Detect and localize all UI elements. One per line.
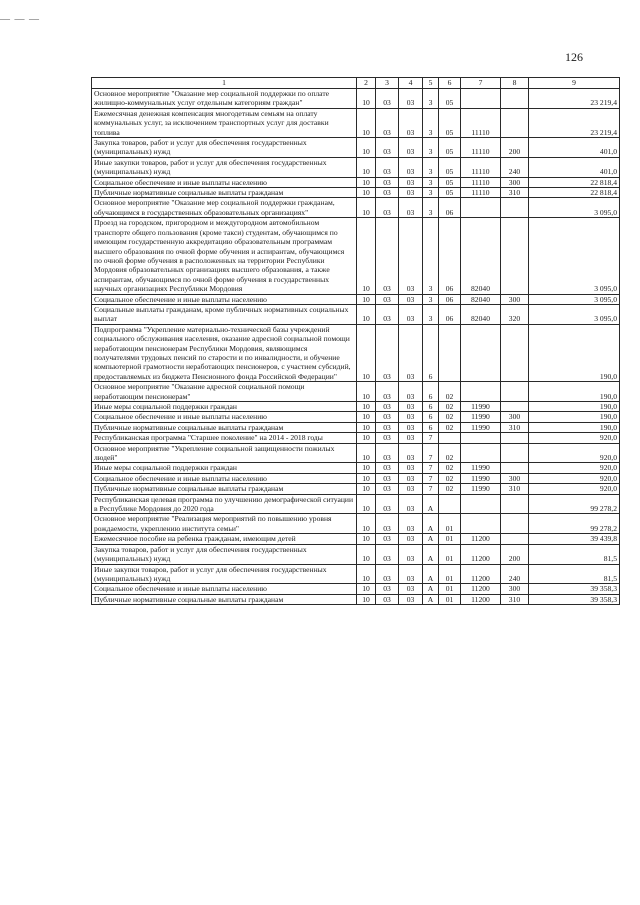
code-cell: 7 (423, 473, 439, 483)
code-cell: 240 (501, 157, 529, 177)
code-cell (439, 494, 461, 514)
code-cell: 03 (376, 157, 399, 177)
code-cell: 11200 (461, 544, 501, 564)
code-cell: 10 (357, 544, 376, 564)
code-cell: 82040 (461, 294, 501, 304)
code-cell: 05 (439, 89, 461, 109)
column-header: 9 (529, 78, 620, 89)
column-header: 8 (501, 78, 529, 89)
code-cell: 03 (376, 412, 399, 422)
amount-cell: 920,0 (529, 443, 620, 463)
code-cell: 01 (439, 564, 461, 584)
table-header-row (92, 78, 620, 89)
amount-cell: 190,0 (529, 422, 620, 432)
row-name-cell: Социальное обеспечение и иные выплаты населению (92, 294, 357, 304)
code-cell: 7 (423, 443, 439, 463)
code-cell (461, 198, 501, 218)
code-cell (461, 433, 501, 443)
column-header: 1 (92, 78, 357, 89)
code-cell: А (423, 564, 439, 584)
code-cell: 03 (376, 218, 399, 294)
code-cell: 7 (423, 433, 439, 443)
code-cell: 03 (376, 484, 399, 494)
code-cell: 01 (439, 584, 461, 594)
code-cell: 10 (357, 514, 376, 534)
code-cell: 02 (439, 484, 461, 494)
table-row (92, 198, 620, 218)
code-cell: 03 (376, 463, 399, 473)
code-cell: 3 (423, 138, 439, 158)
code-cell: 10 (357, 494, 376, 514)
code-cell: 3 (423, 198, 439, 218)
code-cell: 01 (439, 544, 461, 564)
table-row (92, 294, 620, 304)
code-cell: 03 (399, 463, 423, 473)
code-cell: 3 (423, 188, 439, 198)
code-cell: 03 (399, 433, 423, 443)
code-cell: 310 (501, 484, 529, 494)
amount-cell: 190,0 (529, 382, 620, 402)
code-cell: 03 (376, 108, 399, 137)
code-cell: 02 (439, 402, 461, 412)
code-cell: 05 (439, 188, 461, 198)
code-cell (461, 514, 501, 534)
code-cell: 10 (357, 382, 376, 402)
code-cell: 10 (357, 108, 376, 137)
code-cell: 03 (399, 198, 423, 218)
amount-cell: 39 358,3 (529, 584, 620, 594)
row-name-cell: Республиканская программа "Старшее поколение" на 2014 - 2018 годы (92, 433, 357, 443)
amount-cell: 22 818,4 (529, 177, 620, 187)
code-cell: 310 (501, 594, 529, 604)
code-cell: 300 (501, 412, 529, 422)
code-cell: А (423, 544, 439, 564)
code-cell: 02 (439, 443, 461, 463)
code-cell: 03 (376, 514, 399, 534)
row-name-cell: Подпрограмма "Укрепление материально-технической базы учреждений социального обслуживания населения, оказание адресной социальной помощи неработающим пенсионерам Республики Мордовия, являющимся получателями трудовых пенсий по старости и по инвалидности, и обучение компьютерной грамотности неработающих пенсионеров, с участием субсидий, предоставляемых из бюджета Пенсионного фонда Российской Федерации" (92, 324, 357, 381)
code-cell: 03 (376, 188, 399, 198)
code-cell: 200 (501, 544, 529, 564)
code-cell: 03 (399, 514, 423, 534)
code-cell: 03 (399, 443, 423, 463)
code-cell: 03 (399, 218, 423, 294)
code-cell: А (423, 584, 439, 594)
code-cell: 06 (439, 304, 461, 324)
row-name-cell: Социальное обеспечение и иные выплаты населению (92, 473, 357, 483)
code-cell: 3 (423, 157, 439, 177)
row-name-cell: Ежемесячное пособие на ребенка гражданам, имеющим детей (92, 534, 357, 544)
code-cell: 03 (399, 294, 423, 304)
code-cell: 300 (501, 584, 529, 594)
code-cell: 03 (376, 584, 399, 594)
code-cell: 02 (439, 422, 461, 432)
code-cell: А (423, 594, 439, 604)
code-cell: 03 (376, 443, 399, 463)
row-name-cell: Проезд на городском, пригородном и междугородном автомобильном транспорте общего пользования (кроме такси) студентам, обучающимся по имеющим государственную аккредитацию образовательным программам высшего образования по очной форме обучения и аспирантам, обучающимся по очной форме обучения в расположенных на территории Республики Мордовия образовательных организациях высшего образования, а также аспирантам, обучающимся по очной форме обучения в государственных научных организациях Республики Мордовия (92, 218, 357, 294)
budget-table (91, 77, 620, 605)
code-cell (501, 463, 529, 473)
amount-cell: 190,0 (529, 324, 620, 381)
code-cell: 7 (423, 484, 439, 494)
amount-cell: 23 219,4 (529, 108, 620, 137)
code-cell: 03 (399, 188, 423, 198)
code-cell: 03 (399, 564, 423, 584)
code-cell (439, 324, 461, 381)
code-cell: 11990 (461, 484, 501, 494)
table-row (92, 473, 620, 483)
row-name-cell: Республиканская целевая программа по улучшению демографической ситуации в Республике Мордовия до 2020 года (92, 494, 357, 514)
code-cell: 10 (357, 473, 376, 483)
amount-cell: 920,0 (529, 484, 620, 494)
code-cell: 03 (376, 473, 399, 483)
code-cell: 300 (501, 473, 529, 483)
code-cell: 03 (376, 594, 399, 604)
code-cell: 03 (399, 494, 423, 514)
code-cell: 82040 (461, 304, 501, 324)
row-name-cell: Социальные выплаты гражданам, кроме публичных нормативных социальных выплат (92, 304, 357, 324)
table-row (92, 402, 620, 412)
amount-cell: 99 278,2 (529, 514, 620, 534)
amount-cell: 3 095,0 (529, 198, 620, 218)
code-cell (501, 443, 529, 463)
row-name-cell: Основное мероприятие "Реализация мероприятий по повышению уровня рождаемости, укреплению института семьи" (92, 514, 357, 534)
code-cell: 10 (357, 422, 376, 432)
code-cell: 03 (399, 402, 423, 412)
code-cell: 01 (439, 594, 461, 604)
row-name-cell: Закупка товаров, работ и услуг для обеспечения государственных (муниципальных) нужд (92, 138, 357, 158)
code-cell: 03 (399, 484, 423, 494)
code-cell: 11990 (461, 463, 501, 473)
code-cell: 10 (357, 324, 376, 381)
code-cell: 05 (439, 138, 461, 158)
code-cell (461, 89, 501, 109)
code-cell: 05 (439, 157, 461, 177)
code-cell: 10 (357, 177, 376, 187)
column-header: 5 (423, 78, 439, 89)
code-cell: 03 (376, 138, 399, 158)
code-cell: 03 (376, 177, 399, 187)
code-cell: 11200 (461, 564, 501, 584)
row-name-cell: Социальное обеспечение и иные выплаты населению (92, 412, 357, 422)
code-cell: 03 (399, 594, 423, 604)
code-cell (501, 402, 529, 412)
code-cell (501, 534, 529, 544)
code-cell: 06 (439, 198, 461, 218)
code-cell: 11110 (461, 177, 501, 187)
table-row (92, 412, 620, 422)
code-cell: 03 (399, 89, 423, 109)
code-cell: 11110 (461, 108, 501, 137)
code-cell: 10 (357, 188, 376, 198)
code-cell: 03 (399, 324, 423, 381)
code-cell: 3 (423, 108, 439, 137)
amount-cell: 3 095,0 (529, 218, 620, 294)
code-cell: 02 (439, 412, 461, 422)
code-cell: 10 (357, 304, 376, 324)
table-row (92, 534, 620, 544)
amount-cell: 99 278,2 (529, 494, 620, 514)
code-cell: 03 (399, 177, 423, 187)
code-cell: 10 (357, 594, 376, 604)
code-cell: 03 (399, 534, 423, 544)
code-cell: 10 (357, 294, 376, 304)
code-cell: 11110 (461, 138, 501, 158)
code-cell: 03 (376, 324, 399, 381)
code-cell: 03 (376, 198, 399, 218)
amount-cell: 3 095,0 (529, 304, 620, 324)
code-cell: 02 (439, 382, 461, 402)
table-row (92, 463, 620, 473)
code-cell: 11990 (461, 412, 501, 422)
code-cell: 03 (399, 138, 423, 158)
code-cell: 6 (423, 412, 439, 422)
table-row (92, 218, 620, 294)
code-cell: 03 (376, 534, 399, 544)
table-row (92, 443, 620, 463)
column-header: 4 (399, 78, 423, 89)
amount-cell: 401,0 (529, 157, 620, 177)
code-cell: 300 (501, 294, 529, 304)
column-header: 3 (376, 78, 399, 89)
code-cell: 10 (357, 584, 376, 594)
code-cell: 10 (357, 138, 376, 158)
code-cell: 01 (439, 514, 461, 534)
row-name-cell: Закупка товаров, работ и услуг для обеспечения государственных (муниципальных) нужд (92, 544, 357, 564)
code-cell: 11200 (461, 584, 501, 594)
code-cell (461, 382, 501, 402)
row-name-cell: Основное мероприятие "Укрепление социальной защищенности пожилых людей" (92, 443, 357, 463)
page-number: 126 (565, 50, 583, 64)
code-cell: 10 (357, 157, 376, 177)
table-row (92, 584, 620, 594)
code-cell: 03 (399, 544, 423, 564)
row-name-cell: Иные меры социальной поддержки граждан (92, 402, 357, 412)
code-cell: 10 (357, 218, 376, 294)
code-cell: 240 (501, 564, 529, 584)
code-cell (461, 494, 501, 514)
amount-cell: 23 219,4 (529, 89, 620, 109)
code-cell: 310 (501, 422, 529, 432)
code-cell: 11990 (461, 422, 501, 432)
code-cell: 10 (357, 534, 376, 544)
table-row (92, 484, 620, 494)
code-cell (501, 108, 529, 137)
code-cell: 3 (423, 89, 439, 109)
code-cell (461, 443, 501, 463)
code-cell: 10 (357, 433, 376, 443)
code-cell: А (423, 534, 439, 544)
code-cell: 03 (376, 422, 399, 432)
code-cell: 03 (399, 108, 423, 137)
table-row (92, 304, 620, 324)
code-cell: 06 (439, 218, 461, 294)
code-cell: 300 (501, 177, 529, 187)
code-cell: 06 (439, 294, 461, 304)
code-cell: 03 (376, 494, 399, 514)
code-cell: 03 (376, 294, 399, 304)
code-cell: 6 (423, 422, 439, 432)
row-name-cell: Иные закупки товаров, работ и услуг для обеспечения государственных (муниципальных) нужд (92, 157, 357, 177)
table-row (92, 564, 620, 584)
row-name-cell: Иные меры социальной поддержки граждан (92, 463, 357, 473)
code-cell: А (423, 494, 439, 514)
code-cell: 82040 (461, 218, 501, 294)
table-row (92, 382, 620, 402)
code-cell (501, 433, 529, 443)
code-cell: 6 (423, 402, 439, 412)
code-cell: 7 (423, 463, 439, 473)
code-cell: 11200 (461, 594, 501, 604)
code-cell: 10 (357, 443, 376, 463)
code-cell (501, 382, 529, 402)
code-cell (461, 324, 501, 381)
code-cell (501, 198, 529, 218)
code-cell: 03 (399, 304, 423, 324)
code-cell (501, 494, 529, 514)
code-cell: 11990 (461, 473, 501, 483)
code-cell: 01 (439, 534, 461, 544)
table-row (92, 157, 620, 177)
row-name-cell: Публичные нормативные социальные выплаты гражданам (92, 484, 357, 494)
amount-cell: 401,0 (529, 138, 620, 158)
amount-cell: 39 439,8 (529, 534, 620, 544)
code-cell: 03 (376, 89, 399, 109)
code-cell: 03 (376, 382, 399, 402)
code-cell: 6 (423, 382, 439, 402)
row-name-cell: Основное мероприятие "Оказание адресной социальной помощи неработающим пенсионерам" (92, 382, 357, 402)
amount-cell: 3 095,0 (529, 294, 620, 304)
row-name-cell: Социальное обеспечение и иные выплаты населению (92, 177, 357, 187)
code-cell: 200 (501, 138, 529, 158)
code-cell (439, 433, 461, 443)
table-row (92, 422, 620, 432)
code-cell: 03 (399, 157, 423, 177)
column-header: 2 (357, 78, 376, 89)
table-row (92, 177, 620, 187)
code-cell: 11110 (461, 188, 501, 198)
code-cell: 11110 (461, 157, 501, 177)
table-row (92, 89, 620, 109)
scan-mark: — — — (0, 14, 40, 25)
row-name-cell: Основное мероприятие "Оказание мер социальной поддержки по оплате жилищно-коммунальных услуг отдельным категориям граждан" (92, 89, 357, 109)
table-row (92, 514, 620, 534)
code-cell: 10 (357, 89, 376, 109)
code-cell: 11200 (461, 534, 501, 544)
table-body (92, 89, 620, 605)
code-cell (501, 324, 529, 381)
code-cell (501, 514, 529, 534)
code-cell: 03 (376, 433, 399, 443)
amount-cell: 39 358,3 (529, 594, 620, 604)
code-cell: 3 (423, 177, 439, 187)
table-row (92, 433, 620, 443)
code-cell: 03 (399, 473, 423, 483)
code-cell: 03 (376, 402, 399, 412)
code-cell: 05 (439, 108, 461, 137)
code-cell: 03 (376, 564, 399, 584)
code-cell: 10 (357, 564, 376, 584)
amount-cell: 920,0 (529, 473, 620, 483)
code-cell: 03 (399, 382, 423, 402)
row-name-cell: Публичные нормативные социальные выплаты гражданам (92, 422, 357, 432)
code-cell: 10 (357, 402, 376, 412)
amount-cell: 81,5 (529, 564, 620, 584)
code-cell: 10 (357, 412, 376, 422)
amount-cell: 81,5 (529, 544, 620, 564)
code-cell: 3 (423, 304, 439, 324)
row-name-cell: Публичные нормативные социальные выплаты гражданам (92, 594, 357, 604)
table-row (92, 594, 620, 604)
amount-cell: 22 818,4 (529, 188, 620, 198)
table-row (92, 108, 620, 137)
code-cell: 11990 (461, 402, 501, 412)
row-name-cell: Социальное обеспечение и иные выплаты населению (92, 584, 357, 594)
code-cell: 03 (399, 584, 423, 594)
row-name-cell: Ежемесячная денежная компенсация многодетным семьям на оплату коммунальных услуг, за исключением транспортных услуг для доставки топлива (92, 108, 357, 137)
code-cell: 03 (376, 304, 399, 324)
code-cell: 03 (399, 412, 423, 422)
table-row (92, 138, 620, 158)
code-cell: 03 (399, 422, 423, 432)
row-name-cell: Иные закупки товаров, работ и услуг для обеспечения государственных (муниципальных) нужд (92, 564, 357, 584)
amount-cell: 920,0 (529, 463, 620, 473)
amount-cell: 190,0 (529, 412, 620, 422)
code-cell: 10 (357, 463, 376, 473)
code-cell: 02 (439, 463, 461, 473)
code-cell: 6 (423, 324, 439, 381)
table-row (92, 324, 620, 381)
code-cell: 3 (423, 218, 439, 294)
code-cell: 02 (439, 473, 461, 483)
code-cell: 10 (357, 198, 376, 218)
code-cell: 05 (439, 177, 461, 187)
code-cell: 310 (501, 188, 529, 198)
code-cell: А (423, 514, 439, 534)
table-row (92, 544, 620, 564)
code-cell: 320 (501, 304, 529, 324)
column-header: 6 (439, 78, 461, 89)
table-row (92, 494, 620, 514)
table-row (92, 188, 620, 198)
amount-cell: 920,0 (529, 433, 620, 443)
code-cell (501, 89, 529, 109)
row-name-cell: Публичные нормативные социальные выплаты гражданам (92, 188, 357, 198)
code-cell: 10 (357, 484, 376, 494)
code-cell: 03 (376, 544, 399, 564)
row-name-cell: Основное мероприятие "Оказание мер социальной поддержки гражданам, обучающимся в государственных образовательных организациях" (92, 198, 357, 218)
amount-cell: 190,0 (529, 402, 620, 412)
column-header: 7 (461, 78, 501, 89)
code-cell: 3 (423, 294, 439, 304)
code-cell (501, 218, 529, 294)
